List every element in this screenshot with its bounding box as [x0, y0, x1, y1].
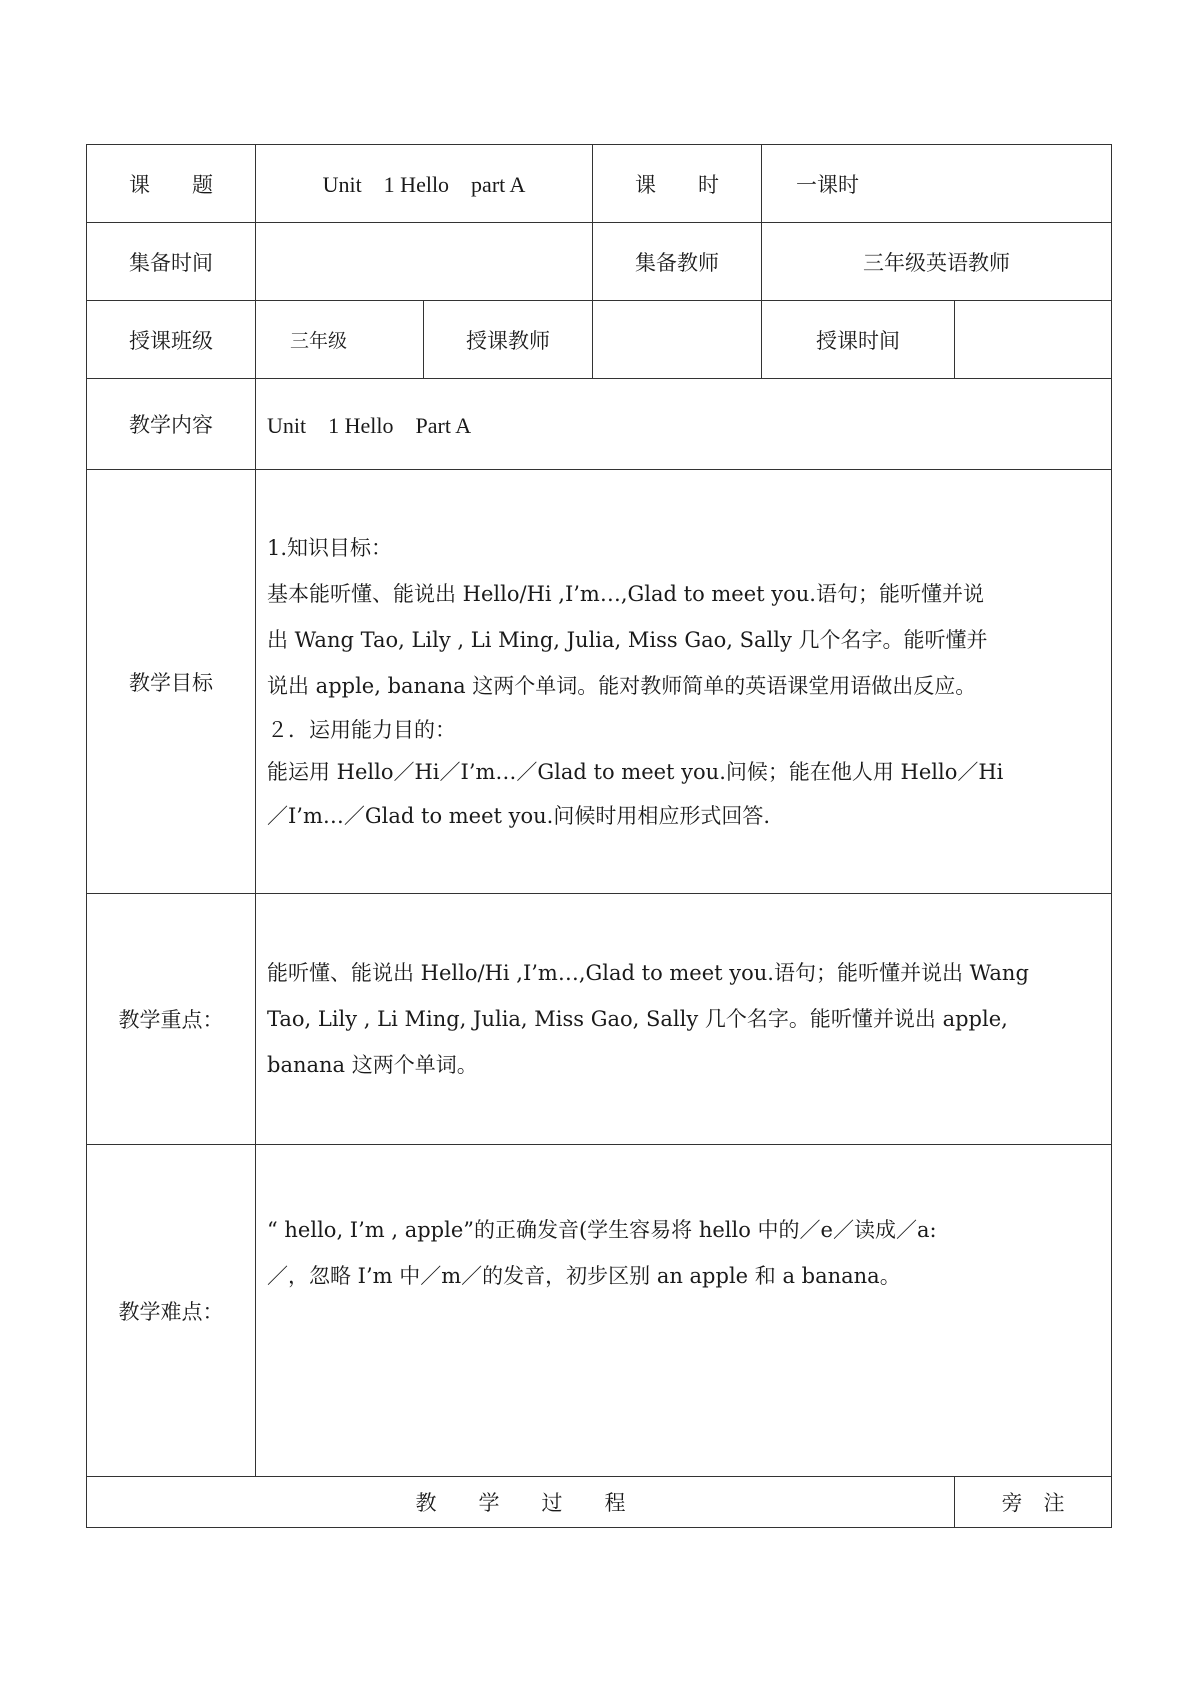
difficulties-label: 教学难点： [87, 1145, 256, 1477]
difficulties-line: “ hello, I’m , apple”的正确发音(学生容易将 hello 中的／e／读成／a: [267, 1218, 937, 1242]
prep-time-value [256, 223, 593, 301]
topic-label: 课 题 [87, 145, 256, 223]
difficulties-line: ／，忽略 I’m 中／m／的发音，初步区别 an apple 和 a banana。 [267, 1264, 901, 1288]
period-label: 课 时 [593, 145, 762, 223]
content-value: Unit 1 Hello Part A [256, 379, 1112, 470]
period-value: 一课时 [762, 145, 1112, 223]
key-points-line: banana 这两个单词。 [267, 1053, 478, 1077]
difficulties-text [256, 1145, 1112, 1477]
goals-line: 说出 apple, banana 这两个单词。能对教师简单的英语课堂用语做出反应。 [267, 673, 977, 698]
row-content [87, 379, 1112, 470]
goals-text [256, 470, 1112, 894]
row-prep [87, 223, 1112, 301]
time-label: 授课时间 [762, 301, 955, 379]
process-label: 教 学 过 程 [87, 1477, 955, 1528]
goals-line: 1.知识目标： [267, 535, 393, 560]
prep-teacher-value: 三年级英语教师 [762, 223, 1112, 301]
key-points-line: Tao, Lily , Li Ming, Julia, Miss Gao, Sally 几个名字。能听懂并说出 apple, [267, 1007, 1008, 1031]
prep-teacher-label: 集备教师 [593, 223, 762, 301]
key-points-text [256, 894, 1112, 1145]
row-difficulties [87, 1145, 1112, 1477]
class-value: 三年级 [256, 301, 424, 379]
row-class [87, 301, 1112, 379]
goals-label: 教学目标 [87, 470, 256, 894]
content-label: 教学内容 [87, 379, 256, 470]
teacher-label: 授课教师 [424, 301, 593, 379]
goals-line: ２．运用能力目的： [267, 717, 456, 742]
goals-line: ／I’m…／Glad to meet you.问候时用相应形式回答. [267, 803, 771, 828]
prep-time-label: 集备时间 [87, 223, 256, 301]
key-points-label: 教学重点： [87, 894, 256, 1145]
row-goals [87, 470, 1112, 894]
row-topic [87, 145, 1112, 223]
goals-line: 能运用 Hello／Hi／I’m…／Glad to meet you.问候；能在他人用 Hello／Hi [267, 759, 1004, 784]
notes-label: 旁 注 [955, 1477, 1112, 1528]
key-points-line: 能听懂、能说出 Hello/Hi ,I’m…,Glad to meet you.语句；能听懂并说出 Wang [267, 961, 1029, 985]
teacher-value [593, 301, 762, 379]
goals-line: 出 Wang Tao, Lily , Li Ming, Julia, Miss Gao, Sally 几个名字。能听懂并 [267, 627, 988, 652]
class-label: 授课班级 [87, 301, 256, 379]
goals-line: 基本能听懂、能说出 Hello/Hi ,I’m…,Glad to meet you.语句；能听懂并说 [267, 581, 984, 606]
lesson-plan-table [86, 144, 1112, 1528]
time-value [955, 301, 1112, 379]
topic-value: Unit 1 Hello part A [256, 145, 593, 223]
row-key-points [87, 894, 1112, 1145]
row-process [87, 1477, 1112, 1528]
